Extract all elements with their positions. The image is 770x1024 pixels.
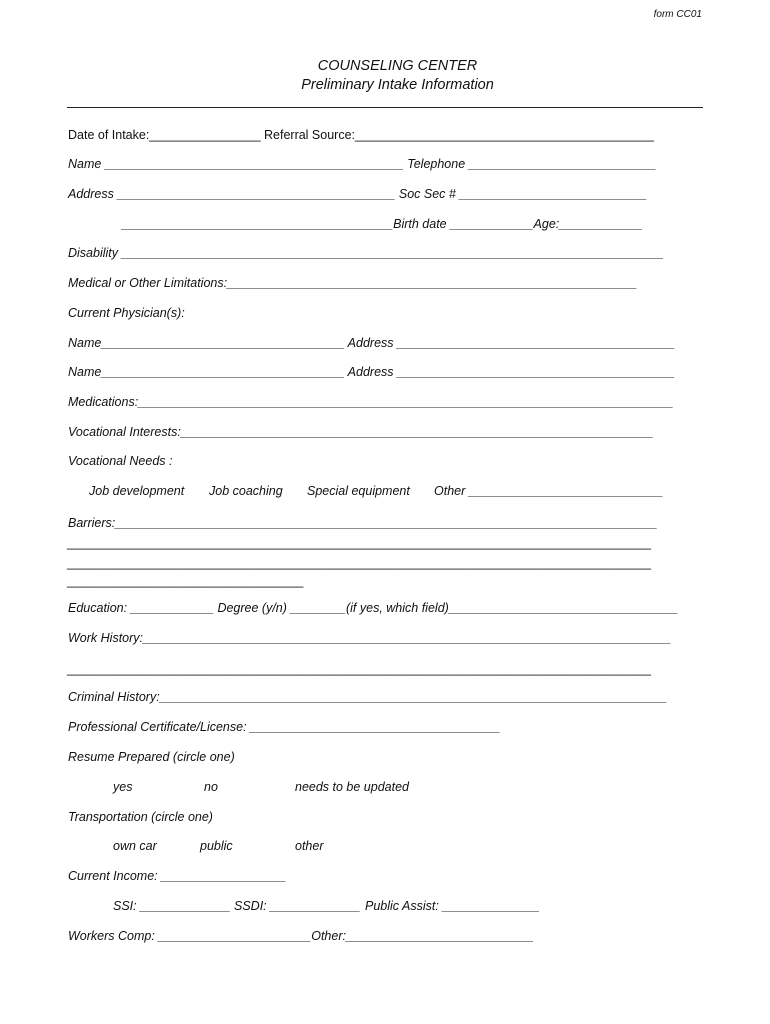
current-income-line[interactable]: Current Income: __________________ bbox=[68, 869, 287, 883]
medications-line[interactable]: Medications:_____________________________________________________________________________ bbox=[68, 395, 674, 409]
transport-option-other[interactable]: other bbox=[295, 839, 324, 853]
address-socsec-line[interactable]: Address ________________________________________ Soc Sec # ___________________________ bbox=[68, 187, 648, 201]
physicians-heading: Current Physician(s): bbox=[68, 306, 185, 320]
medical-limitations-line[interactable]: Medical or Other Limitations:___________________________________________________________ bbox=[68, 276, 638, 290]
resume-heading: Resume Prepared (circle one) bbox=[68, 750, 235, 764]
education-line[interactable]: Education: ____________ Degree (y/n) ________(if yes, which field)_________________________________ bbox=[68, 601, 679, 615]
vocational-needs-heading: Vocational Needs : bbox=[68, 454, 173, 468]
resume-option-no[interactable]: no bbox=[204, 780, 218, 794]
form-title: COUNSELING CENTER bbox=[317, 58, 478, 74]
form-id: form CC01 bbox=[653, 9, 702, 20]
public-assist-field[interactable]: Public Assist: ______________ bbox=[365, 899, 540, 913]
name-telephone-line[interactable]: Name ___________________________________________ Telephone ___________________________ bbox=[68, 157, 657, 171]
header-divider bbox=[67, 107, 703, 108]
vocational-interests-line[interactable]: Vocational Interests:____________________________________________________________________ bbox=[68, 425, 654, 439]
work-history-line-2[interactable]: ____________________________________________________________________________________ bbox=[67, 662, 651, 676]
option-special-equipment[interactable]: Special equipment bbox=[307, 484, 410, 498]
form-subtitle: Preliminary Intake Information bbox=[301, 77, 494, 93]
transport-option-public[interactable]: public bbox=[200, 839, 233, 853]
barriers-line-3[interactable]: ____________________________________________________________________________________ bbox=[67, 556, 651, 570]
date-referral-line[interactable]: Date of Intake:________________ Referral Source:___________________________________________ bbox=[68, 128, 654, 142]
birth-age-line[interactable]: _______________________________________Birth date ____________Age:____________ bbox=[122, 217, 643, 231]
option-job-development[interactable]: Job development bbox=[89, 484, 185, 498]
option-other-need[interactable]: Other ____________________________ bbox=[434, 484, 664, 498]
transport-option-own-car[interactable]: own car bbox=[113, 839, 157, 853]
certificate-line[interactable]: Professional Certificate/License: ____________________________________ bbox=[68, 720, 501, 734]
physician-1-line[interactable]: Name___________________________________ Address ________________________________________ bbox=[68, 336, 676, 350]
ssi-field[interactable]: SSI: _____________ bbox=[113, 899, 231, 913]
transport-heading: Transportation (circle one) bbox=[68, 810, 213, 824]
ssdi-field[interactable]: SSDI: _____________ bbox=[234, 899, 361, 913]
criminal-history-line[interactable]: Criminal History:_________________________________________________________________________ bbox=[68, 690, 668, 704]
barriers-line[interactable]: Barriers:______________________________________________________________________________ bbox=[68, 516, 658, 530]
resume-option-update[interactable]: needs to be updated bbox=[295, 780, 409, 794]
option-job-coaching[interactable]: Job coaching bbox=[209, 484, 283, 498]
barriers-line-4[interactable]: __________________________________ bbox=[67, 574, 304, 588]
disability-line[interactable]: Disability ______________________________________________________________________________ bbox=[68, 246, 664, 260]
work-history-line[interactable]: Work History:____________________________________________________________________________ bbox=[68, 631, 672, 645]
workers-comp-line[interactable]: Workers Comp: ______________________Other:___________________________ bbox=[68, 929, 534, 943]
barriers-line-2[interactable]: ____________________________________________________________________________________ bbox=[67, 536, 651, 550]
physician-2-line[interactable]: Name___________________________________ Address ________________________________________ bbox=[68, 365, 676, 379]
resume-option-yes[interactable]: yes bbox=[113, 780, 133, 794]
